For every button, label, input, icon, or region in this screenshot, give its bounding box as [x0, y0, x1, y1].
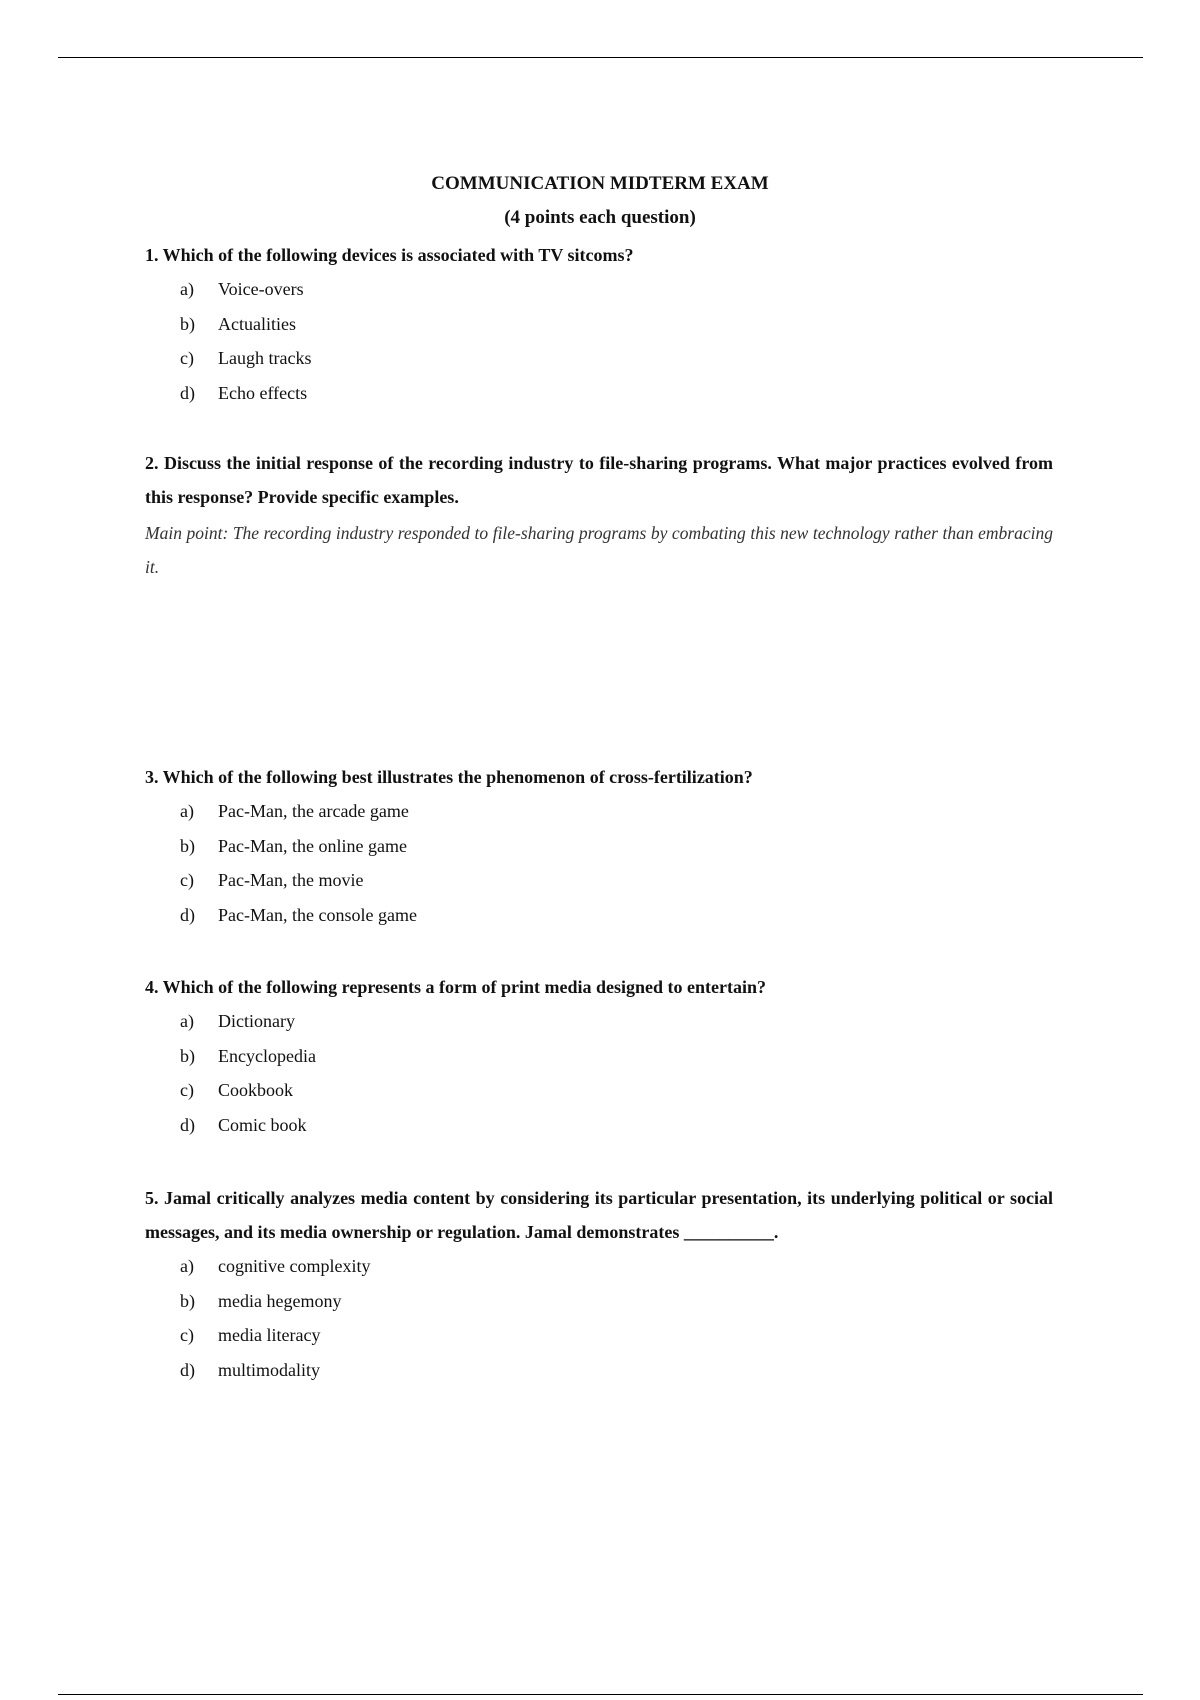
question-3-option-b — [180, 829, 417, 864]
question-4-option-c — [180, 1073, 316, 1108]
question-5-options — [180, 1249, 370, 1387]
question-3-text: 3. Which of the following best illustrates the phenomenon of cross-fertilization? — [145, 767, 753, 787]
option-text: Pac-Man, the online game — [218, 835, 407, 856]
option-text: Cookbook — [218, 1080, 294, 1101]
option-letter: c) — [180, 348, 194, 369]
option-text: Pac-Man, the console game — [218, 904, 417, 925]
option-letter: a) — [180, 279, 194, 299]
question-1-options — [180, 272, 311, 410]
option-letter: b) — [180, 1290, 195, 1311]
question-3-option-c — [180, 863, 417, 898]
question-3-option-a — [180, 794, 417, 829]
option-text: Encyclopedia — [218, 1045, 316, 1066]
question-4-options — [180, 1004, 316, 1142]
option-text: media literacy — [218, 1325, 321, 1346]
question-5-option-d — [180, 1353, 370, 1388]
question-5-text: 5. Jamal critically analyzes media content by considering its particular presentation, its underlying political or social messages, and its media ownership or regulation. Jamal demonstrates __________. — [145, 1188, 1053, 1242]
option-text: Dictionary — [218, 1011, 295, 1031]
option-letter: b) — [180, 313, 195, 334]
option-letter: c) — [180, 1325, 194, 1346]
option-text: cognitive complexity — [218, 1256, 371, 1276]
option-letter: d) — [180, 1114, 195, 1135]
option-letter: d) — [180, 382, 195, 403]
question-4-text: 4. Which of the following represents a form of print media designed to entertain? — [145, 977, 766, 997]
question-1-option-d — [180, 376, 311, 411]
option-letter: c) — [180, 870, 194, 891]
option-text: Actualities — [218, 313, 296, 334]
question-1-text: 1. Which of the following devices is associated with TV sitcoms? — [145, 245, 634, 265]
option-letter: c) — [180, 1080, 194, 1101]
question-5-option-a — [180, 1249, 370, 1284]
option-letter: b) — [180, 1045, 195, 1066]
question-3-option-d — [180, 898, 417, 933]
option-text: Pac-Man, the arcade game — [218, 801, 409, 821]
question-1-option-c — [180, 341, 311, 376]
option-text: media hegemony — [218, 1290, 342, 1311]
option-letter: b) — [180, 835, 195, 856]
option-letter: a) — [180, 801, 194, 821]
bottom-rule — [58, 1694, 1143, 1695]
option-letter: a) — [180, 1011, 194, 1031]
question-1-option-b — [180, 307, 311, 342]
top-rule — [58, 57, 1143, 58]
option-text: multimodality — [218, 1359, 320, 1380]
option-text: Voice-overs — [218, 279, 304, 299]
exam-title: COMMUNICATION MIDTERM EXAM — [431, 173, 769, 194]
option-text: Comic book — [218, 1114, 307, 1135]
question-3-options — [180, 794, 417, 932]
option-letter: d) — [180, 904, 195, 925]
question-2-answer: Main point: The recording industry responded to file-sharing programs by combating this new technology rather than embracing it. — [145, 523, 1053, 577]
exam-subtitle: (4 points each question) — [504, 207, 696, 228]
question-2-text: 2. Discuss the initial response of the recording industry to file-sharing programs. What major practices evolved from this response? Provide specific examples. — [145, 453, 1053, 507]
question-4-option-d — [180, 1108, 316, 1143]
question-5-option-c — [180, 1318, 370, 1353]
option-text: Echo effects — [218, 382, 308, 403]
question-5-option-b — [180, 1284, 370, 1319]
option-letter: a) — [180, 1256, 194, 1276]
question-4-option-a — [180, 1004, 316, 1039]
question-1-option-a — [180, 272, 311, 307]
option-text: Pac-Man, the movie — [218, 870, 364, 891]
question-4-option-b — [180, 1039, 316, 1074]
option-letter: d) — [180, 1359, 195, 1380]
option-text: Laugh tracks — [218, 348, 312, 369]
